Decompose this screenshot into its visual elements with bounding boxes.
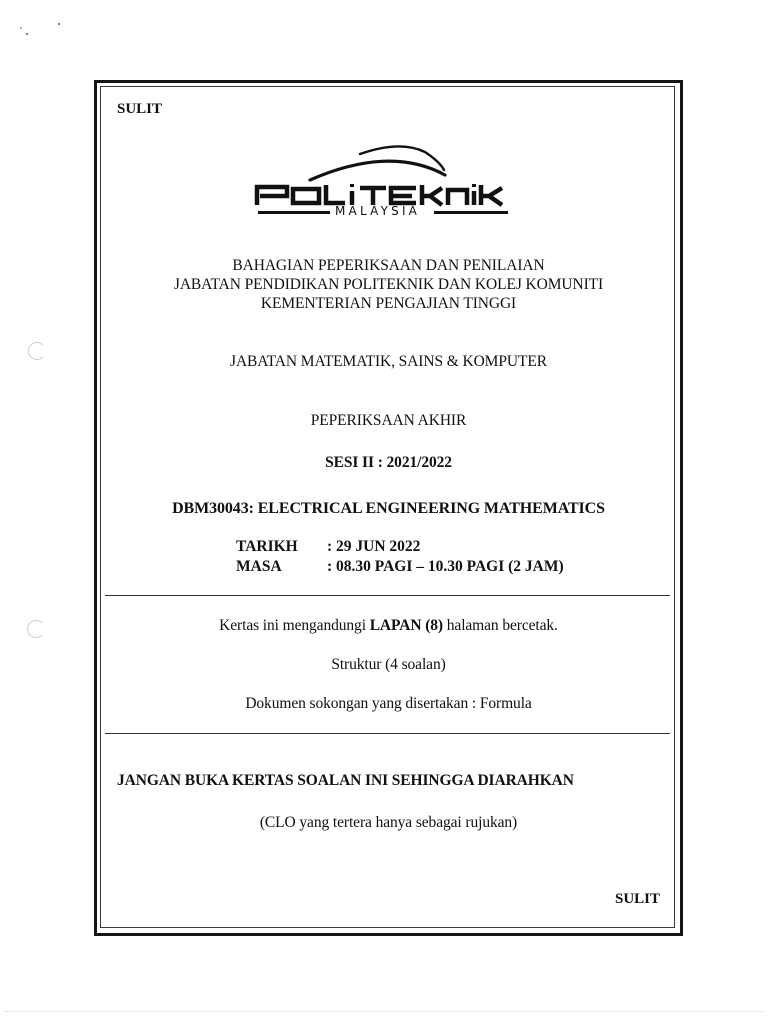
exam-date-label: TARIKH bbox=[236, 538, 298, 555]
divider-bottom bbox=[105, 733, 670, 734]
scan-speck bbox=[58, 23, 60, 25]
header-line-2: JABATAN PENDIDIKAN POLITEKNIK DAN KOLEJ KOMUNITI bbox=[173, 276, 604, 293]
exam-time-label: MASA bbox=[236, 558, 282, 575]
exam-type: PEPERIKSAAN AKHIR bbox=[310, 412, 467, 429]
exam-date-value: : 29 JUN 2022 bbox=[327, 538, 421, 555]
exam-time-row bbox=[236, 558, 564, 576]
exam-time-value: : 08.30 PAGI – 10.30 PAGI (2 JAM) bbox=[327, 558, 564, 575]
scan-speck bbox=[20, 27, 22, 29]
punch-hole-mark bbox=[28, 342, 46, 360]
classification-bottom: SULIT bbox=[615, 891, 661, 907]
divider-top bbox=[105, 595, 670, 596]
pages-note-prefix: Kertas ini mengandungi bbox=[219, 617, 370, 634]
pages-note bbox=[94, 616, 683, 635]
pages-count: LAPAN (8) bbox=[369, 617, 443, 634]
header-line-1: BAHAGIAN PEPERIKSAAN DAN PENILAIAN bbox=[232, 257, 545, 274]
header-line-3: KEMENTERIAN PENGAJIAN TINGGI bbox=[260, 295, 517, 312]
supporting-documents: Dokumen sokongan yang disertakan : Formula bbox=[245, 695, 532, 712]
logo-subtext: MALAYSIA bbox=[335, 204, 421, 218]
course-title: DBM30043: ELECTRICAL ENGINEERING MATHEMATICS bbox=[172, 500, 605, 517]
classification-top: SULIT bbox=[117, 101, 163, 117]
clo-note: (CLO yang tertera hanya sebagai rujukan) bbox=[259, 814, 518, 831]
question-structure: Struktur (4 soalan) bbox=[331, 656, 446, 673]
do-not-open-warning: JANGAN BUKA KERTAS SOALAN INI SEHINGGA DIARAHKAN bbox=[117, 772, 574, 789]
politeknik-malaysia-logo bbox=[250, 140, 520, 230]
exam-session: SESI II : 2021/2022 bbox=[325, 454, 452, 471]
scan-speck bbox=[26, 33, 28, 35]
exam-date-row bbox=[236, 538, 420, 556]
punch-hole-mark bbox=[27, 620, 45, 638]
pages-note-suffix: halaman bercetak. bbox=[442, 617, 558, 634]
department-name: JABATAN MATEMATIK, SAINS & KOMPUTER bbox=[230, 353, 547, 370]
scan-edge-line bbox=[4, 1011, 764, 1012]
